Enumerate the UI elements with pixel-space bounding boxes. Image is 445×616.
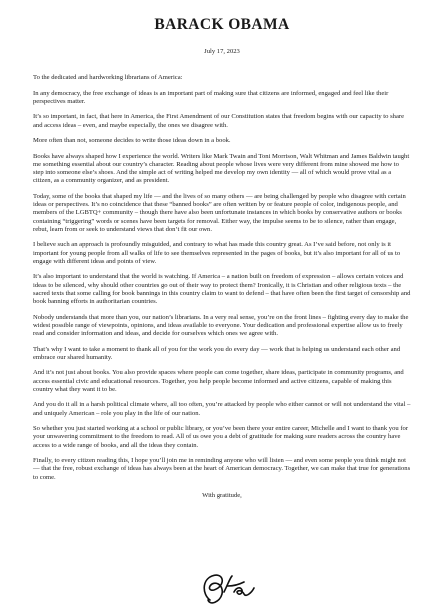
signature-image [196,570,258,612]
letterhead: BARACK OBAMA [154,16,290,33]
paragraph-1: In any democracy, the free exchange of ideas is an important part of making sure that citizens are informed, engaged and feel like their perspectives matter. [33,89,389,105]
letter-body [33,90,411,482]
paragraph-11: And you do it all in a harsh political climate where, all too often, you’re attacked by people who either cannot or will not understand the vital – and uniquely American – role you play in the life of our nation. [33,401,411,417]
paragraph-10: And it’s not just about books. You also provide spaces where people can come together, share ideas, participate in community programs, and access essential civic and educational resources. Together, you help people become informed and active citizens, capable of making this country what they want it to be. [33,369,404,393]
paragraph-5: Today, some of the books that shaped my life — and the lives of so many others — are being challenged by people who disagree with certain ideas or perspectives. It’s no coincidence that these “banned books” are often written by or feature people of color, indigenous people, and members of the LGBTQ+ community – though there have also been unfortunate instances in which books by conservative authors or books containing “triggering” words or scenes have been targets for removal. Either way, the impulse seems to be to silence, rather than engage, rebut, learn from or seek to understand views that don’t fit our own. [33,192,406,233]
salutation: To the dedicated and hardworking librarians of America: [33,74,183,81]
paragraph-2: It’s so important, in fact, that here in America, the First Amendment of our Constitution states that freedom begins with our capacity to share and access ideas – even, and maybe especially, the ones we disagree with. [33,113,404,129]
closing: With gratitude, [202,491,242,499]
paragraph-8: Nobody understands that more than you, our nation’s librarians. In a very real sense, you’re on the front lines – fighting every day to make the widest possible range of viewpoints, opinions, and ideas available to everyone. Your dedication and professional expertise allow us to freely read and consider information and ideas, and decide for ourselves which ones we agree with. [33,313,409,337]
paragraph-9: That’s why I want to take a moment to thank all of you for the work you do every day — work that is helping us understand each other and embrace our shared humanity. [33,345,401,361]
signature-stroke [204,575,254,603]
paragraph-4: Books have always shaped how I experience the world. Writers like Mark Twain and Toni Morrison, Walt Whitman and James Baldwin taught me something essential about our country’s character. Reading about people whose lives were very different from mine showed me how to step into someone else’s shoes. And the simple act of writing helped me develop my own identity — all of which would prove vital as a citizen, as a community organizer, and as president. [33,152,410,185]
paragraph-6: I believe such an approach is profoundly misguided, and contrary to what has made this country great. As I’ve said before, not only is it important for young people from all walks of life to see themselves represented in the pages of books, but it’s also important for all of us to engage with different ideas and points of view. [33,241,401,265]
paragraph-3: More often than not, someone decides to write those ideas down in a book. [33,137,231,145]
paragraph-12: So whether you just started working at a school or public library, or you’ve been there your entire career, Michelle and I want to thank you for your unwavering commitment to the freedom to read. All of us owe you a debt of gratitude for making sure readers across the country have access to a wide range of books, and all the ideas they contain. [33,425,409,449]
paragraph-7: It’s also important to understand that the world is watching. If America – a nation built on freedom of expression – allows certain voices and ideas to be silenced, why should other countries go out of their way to protect them? Ironically, it is Christian and other religious texts – the sacred texts that some calling for book bannings in this country claim to want to defend – that have often been the first target of censorship and book banning efforts in authoritarian countries. [33,273,411,305]
paragraph-13: Finally, to every citizen reading this, I hope you’ll join me in reminding anyone who will listen — and even some people you think might not — that the free, robust exchange of ideas has always been at the heart of American democracy. Together, we can make that true for generations to come. [33,457,411,481]
letter-date: July 17, 2023 [204,48,240,55]
